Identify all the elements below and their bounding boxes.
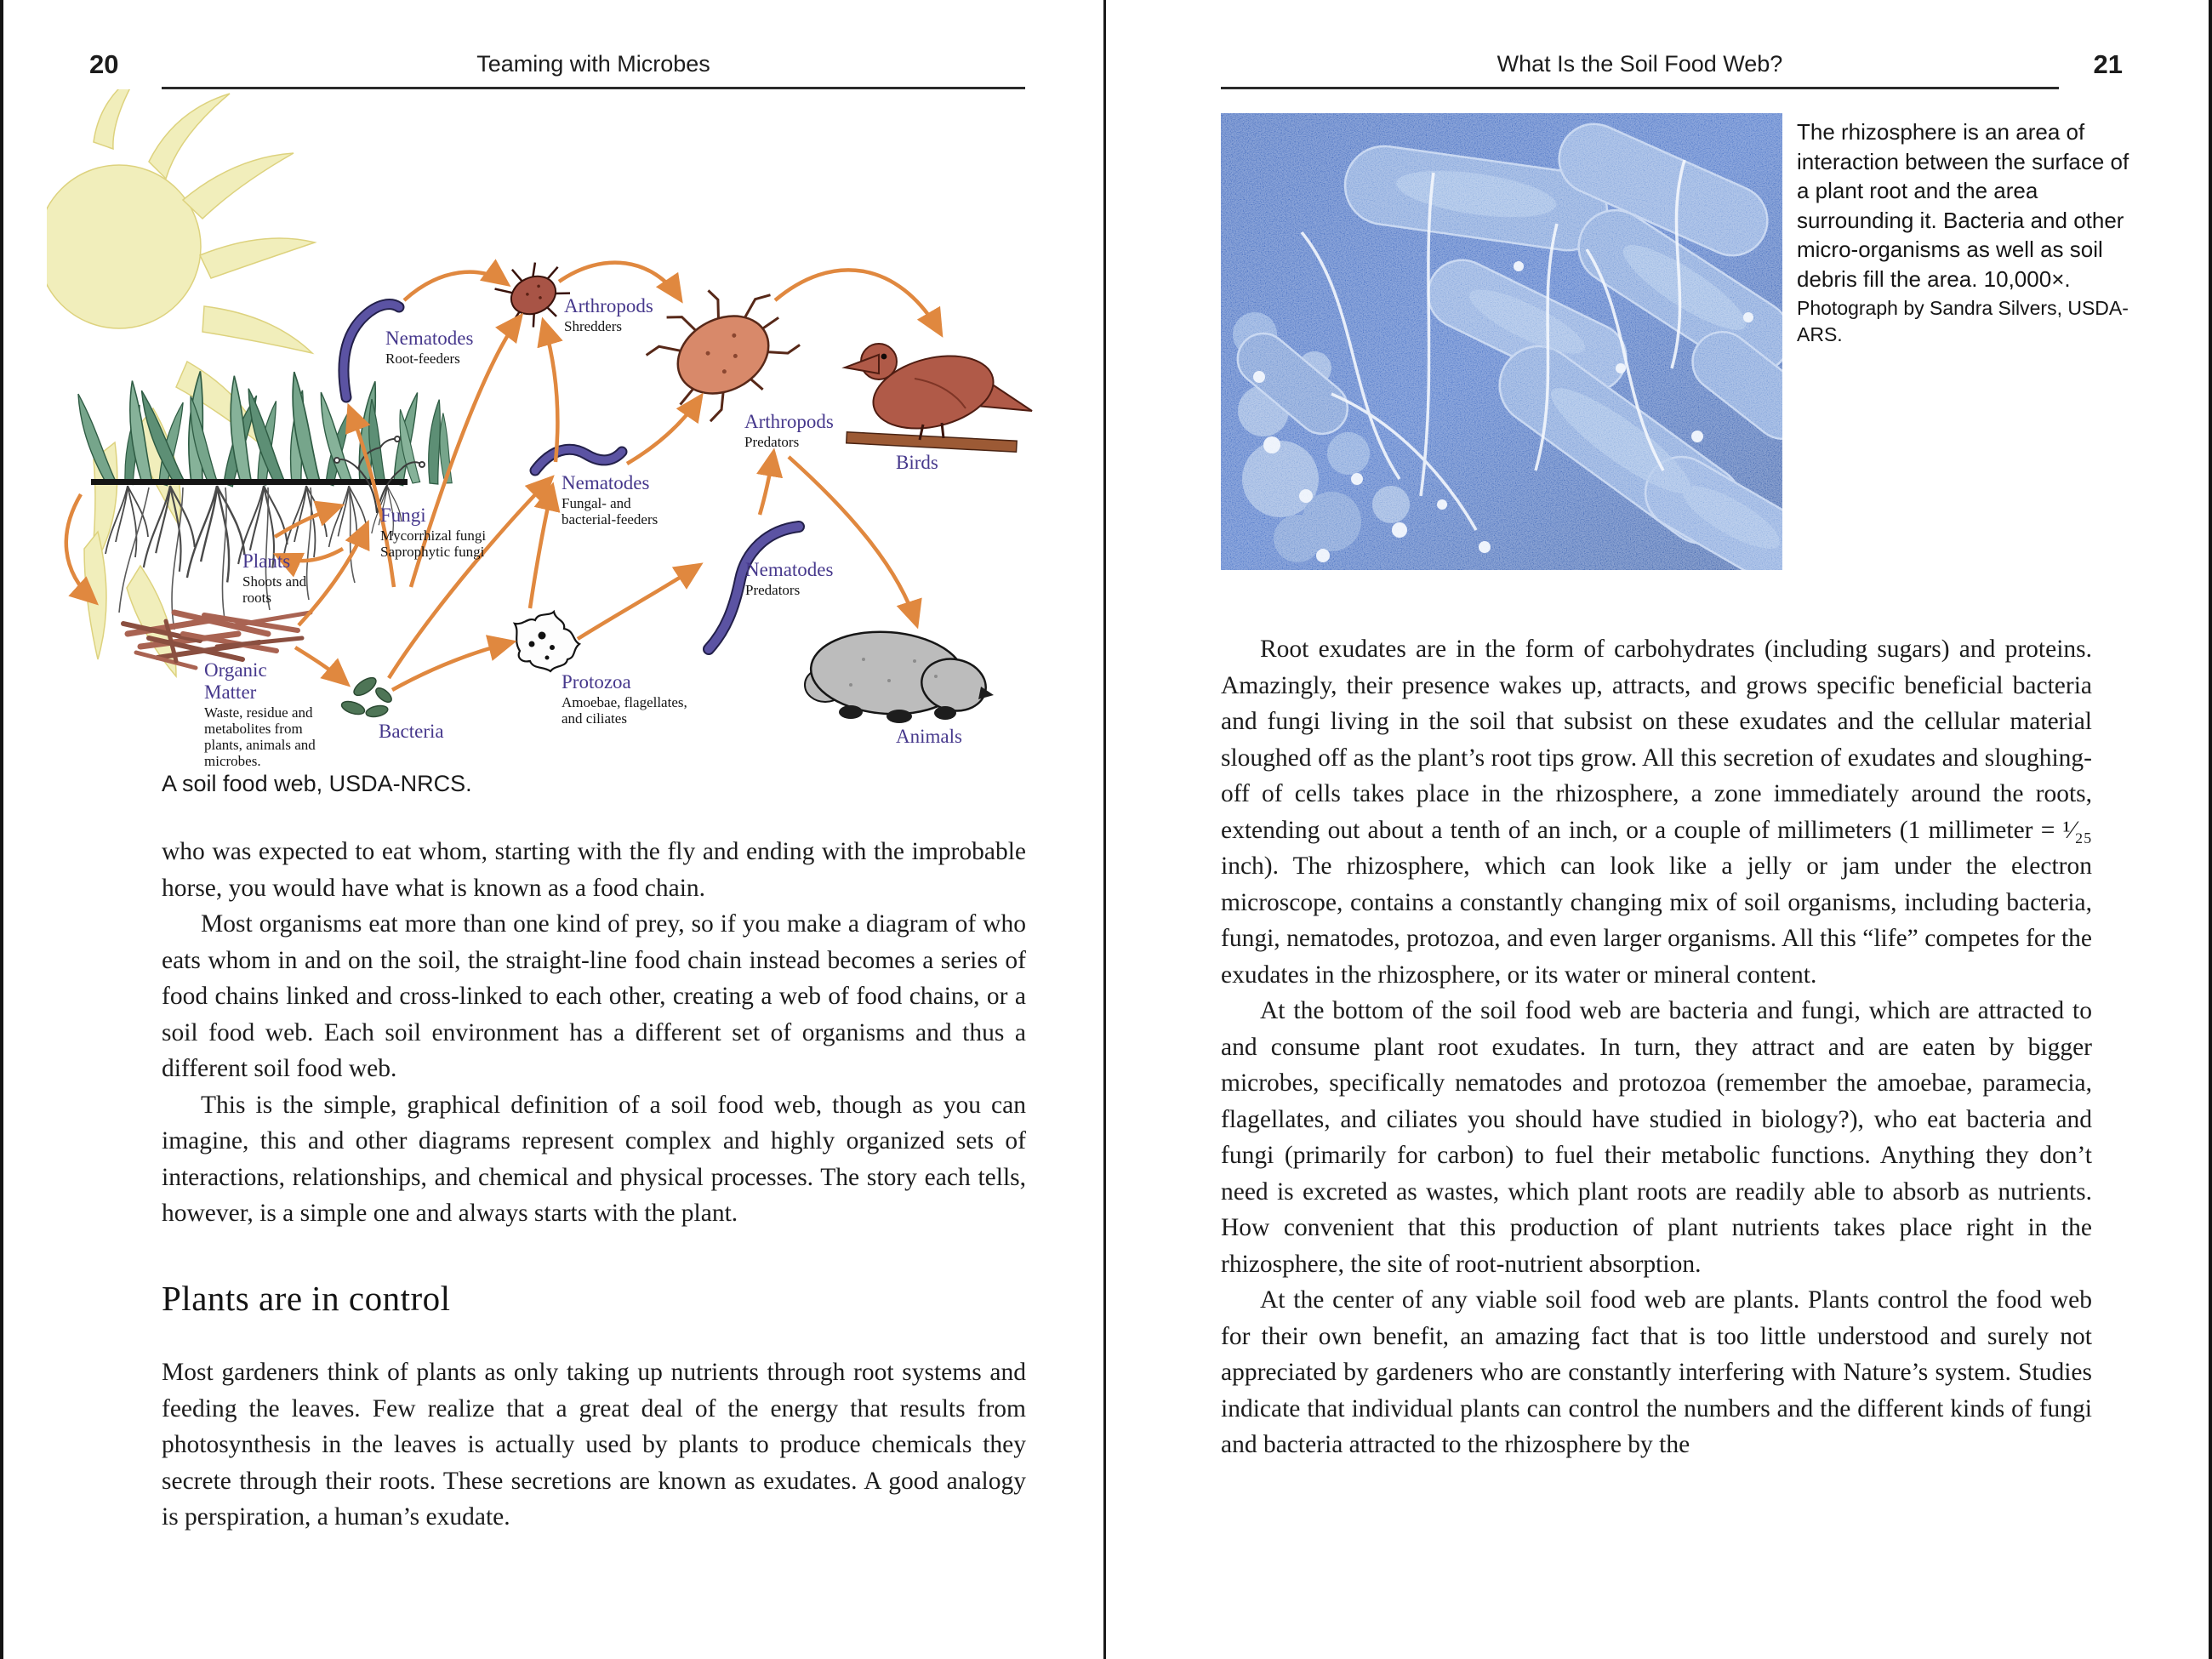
label-fungi: Fungi Mycorrhizal fungi Saprophytic fungi [380, 505, 487, 560]
protozoa-illustration [515, 612, 579, 671]
right-body-text [1221, 631, 2092, 1463]
running-header-right: What Is the Soil Food Web? [1497, 51, 1783, 77]
rhizosphere-photo [1221, 113, 1782, 570]
paragraph: This is the simple, graphical definition of a soil food web, though as you can imagine, this and other diagrams represent complex and highly organized sets of interactions, relationships, and chemical and physical processes. The story each tells, however, is a simple one and always starts with the plant. [162, 1091, 1026, 1227]
label-arthropods-predators: Arthropods Predators [744, 411, 834, 450]
arthropod-predator-illustration [633, 265, 812, 433]
photo-caption-credit: Photograph by Sandra Silvers, USDA-ARS. [1797, 297, 2129, 345]
label-bacteria: Bacteria [379, 721, 444, 742]
page-number-right: 21 [2093, 49, 2123, 79]
page-number-left: 20 [89, 49, 119, 79]
nematode-fungal-bacterial-illustration [535, 449, 622, 470]
grass-illustration [72, 370, 452, 486]
paragraph: At the bottom of the soil food web are bacteria and fungi, which are attracted to and consume plant root exudates. In turn, they attract and are eaten by bigger microbes, specifically nematodes and protozoa (remember the amoebae, paramecia, flagellates, and ciliates you should have studied in biology?), who eat bacteria and fungi (primarily for carbon) to fuel their metabolic functions. Anything they don’t need is excreted as wastes, which plant roots are readily able to absorb as nutrients. How convenient that this production of plant nutrients takes place right in the rhizosphere, the site of root-nutrient absorption. [1221, 997, 2092, 1278]
header-rule-right [1221, 87, 2059, 89]
photo-caption-text: The rhizosphere is an area of interaction between the surface of a plant root and the area surrounding it. Bacteria and other micro-organisms as well as soil debris fill the area. 10,000×. [1797, 119, 2129, 292]
paragraph: who was expected to eat whom, starting with the fly and ending with the improbable horse, you would have what is known as a food chain. [162, 838, 1026, 902]
paragraph: Most organisms eat more than one kind of prey, so if you make a diagram of who eats whom in and on the soil, the straight-line food chain instead becomes a series of food chains linked and cross-linked to each other, creating a web of food chains, or a soil food web. Each soil environment has a different set of organisms and thus a different soil food web. [162, 910, 1026, 1082]
mole-illustration [805, 627, 994, 723]
bird-illustration [845, 344, 1032, 452]
soil-line [91, 479, 408, 485]
label-nematodes-fungal-bacterial: Nematodes Fungal- and bacterial-feeders [562, 472, 658, 527]
paragraph: At the center of any viable soil food web are plants. Plants control the food web for their own benefit, an amazing fact that is too little understood and surely not appreciated by gardeners who are constantly interfering with Nature’s system. Studies indicate that individual plants can control the numbers and the different kinds of fungi and bacteria attracted to the rhizosphere by the [1221, 1286, 2092, 1458]
left-body-text-2 [162, 1354, 1026, 1536]
label-nematodes-root-feeders: Nematodes Root-feeders [385, 328, 474, 367]
figure-caption: A soil food web, USDA-NRCS. [162, 771, 472, 796]
paragraph: Root exudates are in the form of carbohydrates (including sugars) and proteins. Amazingly, their presence wakes up, attracts, and grows specific beneficial bacteria and fungi living in the soil that subsist on these exudates and the cellular material sloughed off as the plant’s root tips grow. All this secretion of exudates and sloughing-off of cells takes place in the rhizosphere, a zone immediately around the roots, extending out about a tenth of an inch, or a couple of millimeters (1 millimeter = ¹⁄₂₅ inch). The rhizosphere, which can look like a jelly or jam under the electron microscope, contains a constantly changing mix of soil organisms, including bacteria, fungi, nematodes, protozoa, and even larger organisms. All this “life” competes for the exudates in the rhizosphere, or its water or mineral content. [1221, 636, 2092, 989]
label-animals: Animals [896, 726, 962, 747]
label-arthropods-shredders: Arthropods Shredders [564, 295, 653, 334]
left-body-text [162, 834, 1026, 1232]
soil-food-web-diagram [47, 89, 1046, 770]
page-divider [1103, 0, 1106, 1659]
label-protozoa: Protozoa Amoebae, flagellates, and ciliates [562, 671, 687, 727]
label-plants: Plants Shoots and roots [242, 550, 307, 606]
photo-caption [1797, 117, 2130, 348]
section-heading: Plants are in control [162, 1279, 451, 1318]
label-nematodes-predators: Nematodes Predators [745, 559, 834, 598]
scan-edge-left [0, 0, 3, 1659]
running-header-left: Teaming with Microbes [476, 51, 710, 77]
paragraph: Most gardeners think of plants as only taking up nutrients through root systems and feeding the leaves. Few realize that a great deal of the energy that results from photosynthesis in the leaves is actually used by plants to produce chemicals they secrete through their roots. These secretions are known as exudates. A good analogy is perspiration, a human’s exudate. [162, 1359, 1026, 1531]
label-organic-matter: Organic Matter Waste, residue and metabolites from plants, animals and microbes. [204, 659, 316, 769]
scan-edge-right [2209, 0, 2212, 1659]
bacteria-illustration [340, 675, 394, 719]
label-birds: Birds [896, 452, 938, 473]
